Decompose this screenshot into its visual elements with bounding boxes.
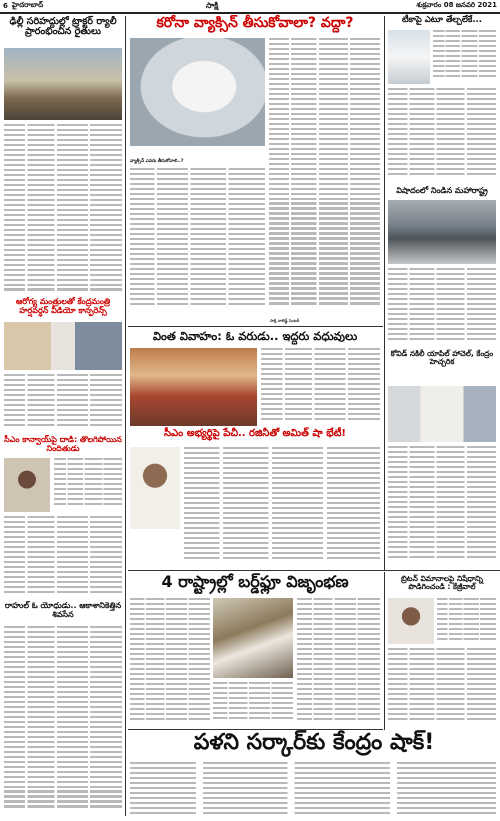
cm-body-side	[54, 458, 122, 512]
birdflu-photo	[213, 598, 293, 678]
birdflu-body-3	[297, 598, 380, 726]
palani-body	[130, 762, 496, 818]
edition-label: హైదరాబాద్	[12, 1, 44, 9]
rahul-body	[4, 626, 122, 816]
farmers-photo	[4, 48, 122, 120]
test-photo	[388, 30, 430, 84]
rule-center-1	[128, 326, 383, 327]
birdflu-body-1	[130, 598, 210, 726]
mumbai-headline: విషాదంలో నిండిన మహారాష్ట్ర	[396, 186, 488, 195]
covid-hotel-photo	[388, 386, 496, 442]
cm-headline: సీఎం కాన్వాయ్‌పై దాడి: తొలగిపోయిన నిందితుడు	[4, 435, 122, 453]
health-photo	[4, 322, 122, 370]
vaccine-body-1	[269, 38, 380, 308]
britain-body-side	[437, 598, 496, 644]
britain-body	[388, 648, 496, 728]
rajini-headline: సీఎం అభ్యర్థిపై పేచీ.. రజినీతో అమిత్ షా భేటీ!	[164, 428, 346, 439]
column-rule-right	[384, 16, 385, 570]
birdflu-headline: 4 రాష్ట్రాల్లో బర్డ్‌ఫ్లూ విజృంభణ	[161, 572, 349, 591]
test-headline: టీకాపై ఎటూ తేల్చలేకే...	[401, 15, 483, 25]
mumbai-photo	[388, 200, 496, 264]
farmers-headline: ఢిల్లీ సరిహద్దుల్లో ట్రాక్టర్ ర్యాలీ ప్రారంభించిన రైతులు	[9, 16, 117, 38]
vaccine-body-2	[130, 168, 265, 308]
health-headline: ఆరోగ్య మంత్రులతో కేంద్రమంత్రి హర్షవర్ధన్ వీడియో కాన్ఫరెన్స్	[15, 297, 111, 315]
britain-photo	[388, 598, 434, 644]
rule-center-2	[128, 570, 500, 571]
vaccine-subhead: వ్యాక్సిన్ ఎవరు తీసుకోవాలి..?	[130, 159, 184, 164]
column-rule-right-2	[384, 572, 385, 730]
rajini-photo	[130, 447, 180, 529]
birdflu-body-2	[213, 682, 293, 726]
britain-headline: బ్రిటన్ విమానాలపై నిషేధాన్ని పొడిగించండి : కేజ్రీవాల్	[401, 574, 483, 592]
page-number: 6	[3, 2, 8, 10]
health-body	[4, 374, 122, 432]
mumbai-body	[388, 268, 496, 346]
rajini-body	[184, 447, 380, 567]
vaccine-headline: కరోనా వ్యాక్సిన్ తీసుకోవాలా? వద్దా?	[156, 15, 354, 31]
wedding-body	[261, 348, 380, 426]
vaccine-photo	[130, 38, 265, 146]
covid-hotel-body	[388, 446, 496, 566]
test-body	[388, 88, 496, 184]
rahul-headline: రాహుల్ ఓ యోధుడు.. ఆకాశానికెత్తిన శివసేన	[4, 601, 122, 619]
wedding-headline: వింత వివాహం: ఓ వరుడు.. ఇద్దరు వధువులు	[152, 329, 358, 343]
newspaper-logo: సాక్షి	[205, 0, 219, 10]
cm-photo	[4, 458, 50, 512]
test-body-side	[433, 30, 496, 84]
farmers-body	[4, 124, 122, 294]
issue-date: శుక్రవారం 08 జనవరి 2021	[416, 1, 497, 9]
cm-body	[4, 516, 122, 598]
masthead	[0, 0, 500, 14]
wedding-photo	[130, 348, 257, 426]
palani-headline: పళని సర్కార్‌కు కేంద్రం షాక్!	[193, 730, 435, 755]
vaccine-byline: సాక్షి నాలెడ్జ్ సెంటర్	[270, 318, 300, 323]
column-rule-left	[125, 16, 126, 816]
covid-hotel-headline: కోవిడ్ నకిలీ యాపిల్ హాచెల్, కేంద్రం హెచ్చరిక	[390, 349, 494, 367]
